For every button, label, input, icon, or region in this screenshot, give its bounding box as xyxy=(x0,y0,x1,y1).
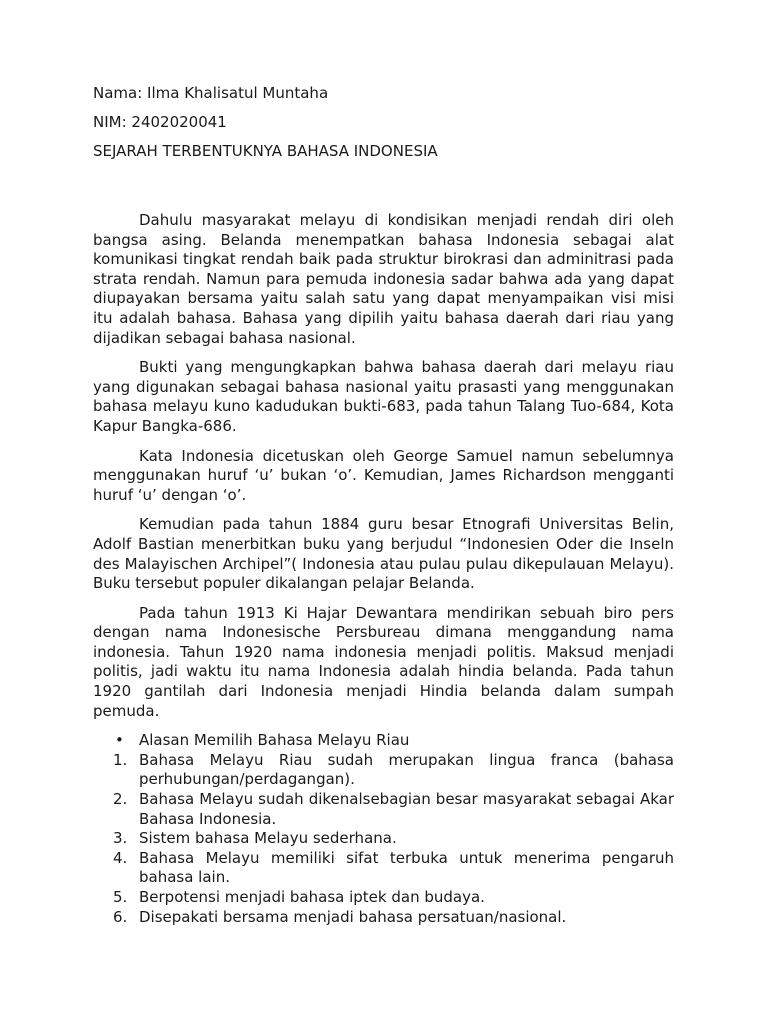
list-item xyxy=(93,829,674,849)
list-item-text: Sistem bahasa Melayu sederhana. xyxy=(139,829,397,848)
bullet-list xyxy=(93,731,674,751)
list-item-number: 2. xyxy=(113,790,128,809)
list-item-number: 4. xyxy=(113,848,128,867)
list-item-number: 3. xyxy=(113,829,128,848)
reasons-list xyxy=(93,751,674,927)
list-item-number: 1. xyxy=(113,750,128,769)
list-item xyxy=(93,908,674,928)
list-item xyxy=(93,751,674,790)
author-name: Nama: Ilma Khalisatul Muntaha xyxy=(93,84,329,102)
list-item-text: Bahasa Melayu sudah dikenalsebagian besar masyarakat sebagai Akar Bahasa Indonesia. xyxy=(139,790,674,828)
list-item-text: Bahasa Melayu memiliki sifat terbuka untuk menerima pengaruh bahasa lain. xyxy=(139,848,674,887)
list-item xyxy=(93,888,674,908)
document-title: SEJARAH TERBENTUKNYA BAHASA INDONESIA xyxy=(93,142,438,160)
list-item-text: Bahasa Melayu Riau sudah merupakan lingua franca (bahasa perhubungan/perdagangan). xyxy=(139,750,674,789)
paragraph-1: Dahulu masyarakat melayu di kondisikan menjadi rendah diri oleh bangsa asing. Belanda menempatkan bahasa Indonesia sebagai alat komunikasi tingkat rendah baik pada struktur birokrasi dan adminitrasi pada strata rendah. Namun para pemuda indonesia sadar bahwa ada yang dapat diupayakan bersama yaitu salah satu yang dapat menyampaikan visi misi itu adalah bahasa. Bahasa yang dipilih yaitu bahasa daerah dari riau yang dijadikan sebagai bahasa nasional. xyxy=(93,211,674,347)
list-item-text: Disepakati bersama menjadi bahasa persatuan/nasional. xyxy=(139,907,567,926)
list-item-number: 6. xyxy=(113,907,128,926)
list-item-text: Berpotensi menjadi bahasa iptek dan budaya. xyxy=(139,888,485,906)
document-page xyxy=(93,84,674,927)
paragraph-5: Pada tahun 1913 Ki Hajar Dewantara mendirikan sebuah biro pers dengan nama Indonesische Persbureau dimana menggandung nama indonesia. Tahun 1920 nama indonesia menjadi politis. Maksud menjadi politis, jadi waktu itu nama Indonesia adalah hindia belanda. Pada tahun 1920 gantilah dari Indonesia menjadi Hindia belanda dalam sumpah pemuda. xyxy=(93,603,674,720)
bullet-text: Alasan Memilih Bahasa Melayu Riau xyxy=(139,731,410,750)
list-item xyxy=(93,849,674,888)
student-id: NIM: 2402020041 xyxy=(93,113,227,131)
paragraph-2: Bukti yang mengungkapkan bahwa bahasa daerah dari melayu riau yang digunakan sebagai bahasa nasional yaitu prasasti yang menggunakan bahasa melayu kuno kadudukan bukti-683, pada tahun Talang Tuo-684, Kota Kapur Bangka-686. xyxy=(93,358,674,435)
paragraph-4: Kemudian pada tahun 1884 guru besar Etnografi Universitas Belin, Adolf Bastian menerbitkan buku yang berjudul “Indonesien Oder die Inseln des Malayischen Archipel”( Indonesia atau pulau pulau dikepulauan Melayu). Buku tersebut populer dikalangan pelajar Belanda. xyxy=(93,515,674,593)
list-item xyxy=(93,790,674,829)
list-item-number: 5. xyxy=(113,888,128,906)
spacer xyxy=(93,171,674,211)
bullet-item xyxy=(93,731,674,751)
bullet-icon: • xyxy=(115,731,124,750)
paragraph-3: Kata Indonesia dicetuskan oleh George Samuel namun sebelumnya menggunakan huruf ‘u’ bukan ‘o’. Kemudian, James Richardson mengganti huruf ‘u’ dengan ‘o’. xyxy=(93,446,674,504)
